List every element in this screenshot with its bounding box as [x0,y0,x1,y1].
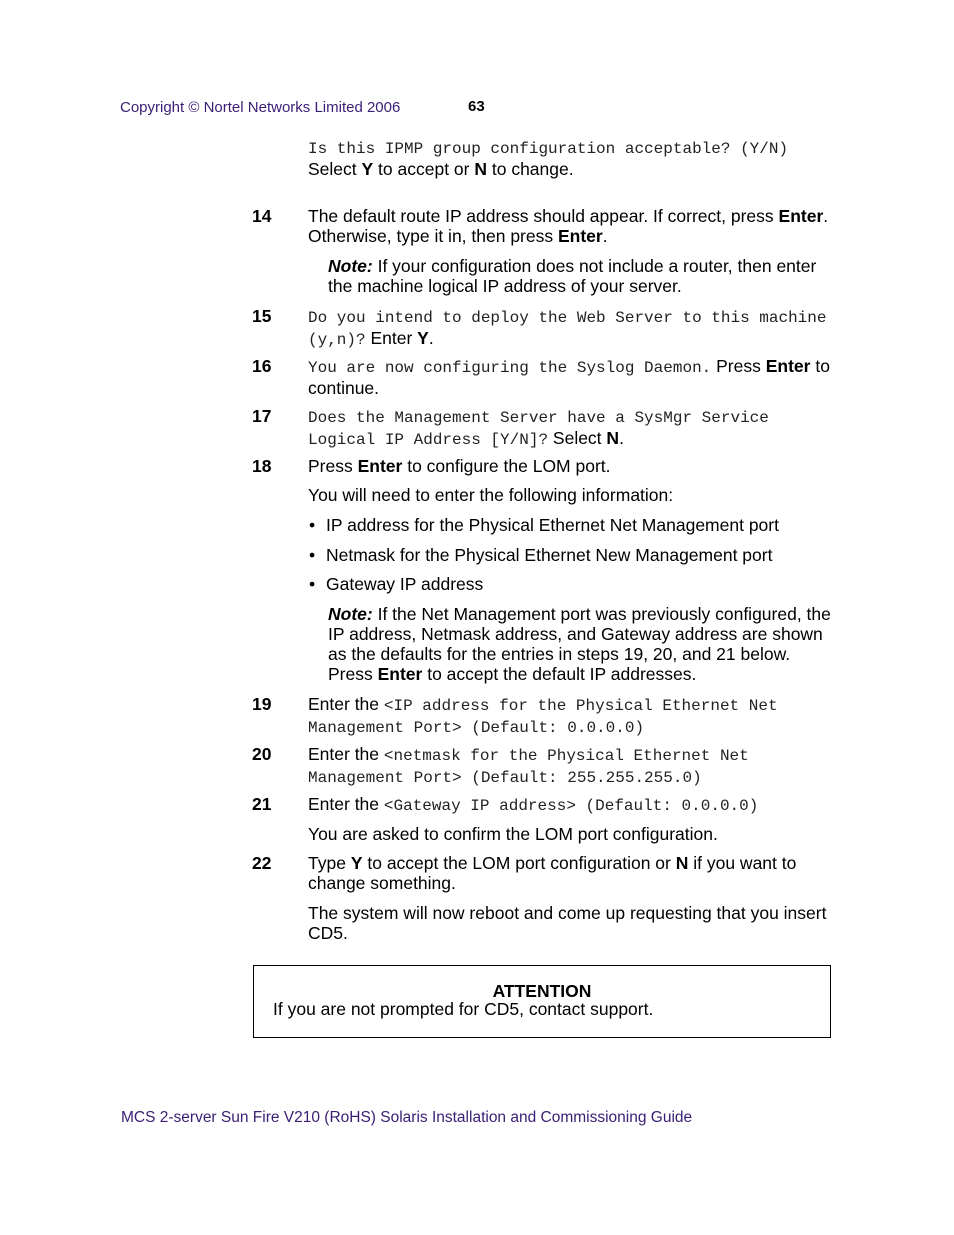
command-prompt: Do you intend to deploy the Web Server to this machine (y,n)? [308,309,827,349]
list-item: • IP address for the Physical Ethernet Net Management port [309,515,779,535]
bullet-icon: • [309,515,316,535]
step-number: 16 [252,356,272,376]
step-17-text: Does the Management Server have a SysMgr Service Logical IP Address [Y/N]? Select N. [308,409,769,449]
step-number: 21 [252,794,272,814]
intro-select-text: Select [308,159,362,179]
footer-title: MCS 2-server Sun Fire V210 (RoHS) Solaris Installation and Commissioning Guide [121,1109,693,1126]
list-item: • Gateway IP address [309,574,484,594]
step-15-text: Do you intend to deploy the Web Server to this machine (y,n)? Enter Y. [308,309,827,349]
step-number: 22 [252,853,272,873]
step-number: 20 [252,744,272,764]
attention-box [253,965,831,1038]
command-prompt: Does the Management Server have a SysMgr Service Logical IP Address [Y/N]? [308,409,769,449]
step-18-note: Note: If the Net Management port was previously configured, the IP address, Netmask address, and Gateway address are shown as the defaults for the entries in steps 19, 20, and 21 below. Press Enter to accept the default IP addresses. [328,604,831,684]
step-16-text: You are now configuring the Syslog Daemon. Press Enter to continue. [308,356,830,398]
intro-prompt: Is this IPMP group configuration acceptable? (Y/N) [308,140,789,158]
step-14-note: Note: If your configuration does not include a router, then enter the machine logical IP address of your server. [328,256,817,296]
step-number: 19 [252,694,272,714]
attention-title: ATTENTION [492,981,592,1001]
intro-block: Is this IPMP group configuration acceptable? (Y/N) Select Y to accept or N to change. [308,140,789,179]
note-label: Note: [328,604,373,624]
command-prompt: <netmask for the Physical Ethernet Net Management Port> (Default: 255.255.255.0) [308,747,749,787]
page-number: 63 [468,98,485,115]
step-20-text: Enter the <netmask for the Physical Ethernet Net Management Port> (Default: 255.255.255.0) [308,744,749,787]
step-18-info: You will need to enter the following information: [308,485,674,505]
intro-key-y: Y [361,159,374,179]
bullet-icon: • [309,545,316,565]
step-22-reboot: The system will now reboot and come up requesting that you insert CD5. [308,903,827,943]
command-prompt: <IP address for the Physical Ethernet Net Management Port> (Default: 0.0.0.0) [308,697,778,737]
step-22-text: Type Y to accept the LOM port configuration or N if you want to change something. [308,853,797,893]
note-label: Note: [328,256,373,276]
attention-text: If you are not prompted for CD5, contact support. [273,999,654,1019]
step-number: 18 [252,456,272,476]
command-prompt: <Gateway IP address> (Default: 0.0.0.0) [383,797,759,815]
step-21-confirm: You are asked to confirm the LOM port configuration. [308,824,718,844]
intro-key-n: N [474,159,487,179]
header-copyright: Copyright © Nortel Networks Limited 2006 [120,99,401,116]
bullet-icon: • [309,574,316,594]
step-number: 17 [252,406,272,426]
step-21-text: Enter the <Gateway IP address> (Default: 0.0.0.0) [308,794,759,815]
command-prompt: You are now configuring the Syslog Daemon. [308,359,712,377]
step-number: 14 [252,206,272,226]
step-14-text: The default route IP address should appear. If correct, press Enter. Otherwise, type it in, then press Enter. [308,206,829,246]
step-19-text: Enter the <IP address for the Physical Ethernet Net Management Port> (Default: 0.0.0.0) [308,694,778,737]
step-number: 15 [252,306,272,326]
list-item: • Netmask for the Physical Ethernet New Management port [309,545,773,565]
step-18-text: Press Enter to configure the LOM port. [308,456,611,476]
